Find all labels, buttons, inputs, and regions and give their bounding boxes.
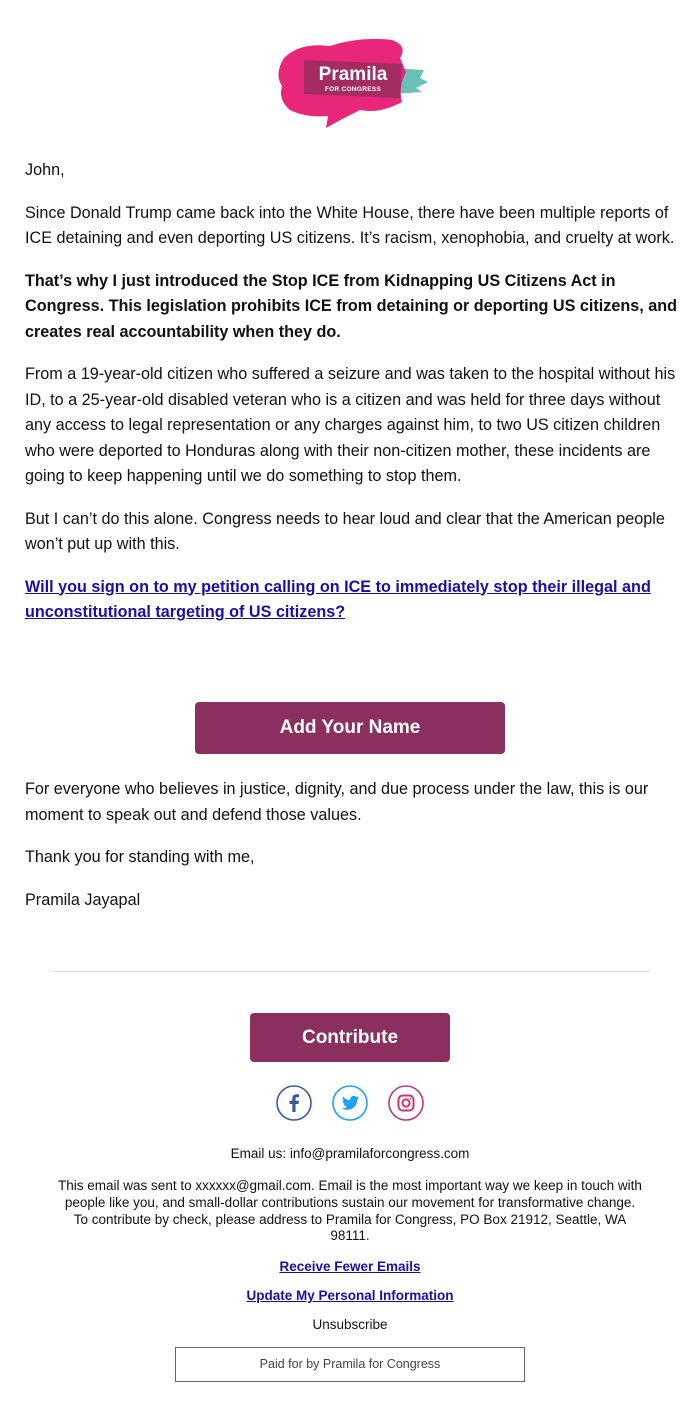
- update-info-row: [0, 1288, 700, 1303]
- paid-for-disclaimer: Paid for by Pramila for Congress: [175, 1347, 525, 1382]
- paragraph-incidents: From a 19-year-old citizen who suffered a seizure and was taken to the hospital without his ID, to a 25-year-old disabled veteran who is a citizen and was held for three days without any access to legal representation or any charges against him, to two US citizen children who were deported to Honduras along with their non-citizen mother, these incidents are going to keep happening until we do something to stop them.: [25, 365, 676, 485]
- instagram-icon[interactable]: [388, 1085, 424, 1121]
- paragraph-legislation: That’s why I just introduced the Stop ICE from Kidnapping US Citizens Act in Congress. This legislation prohibits ICE from detaining or deporting US citizens, and creates real accountability when they do.: [25, 271, 678, 341]
- update-personal-info-link[interactable]: Update My Personal Information: [246, 1288, 454, 1303]
- logo-name: Pramila: [318, 64, 388, 85]
- logo-tagline: FOR CONGRESS: [324, 86, 382, 93]
- paragraph-intro: Since Donald Trump came back into the White House, there have been multiple reports of ICE detaining and even deporting US citizens. It’s racism, xenophobia, and cruelty at work.: [25, 203, 675, 247]
- legal-disclaimer: This email was sent to xxxxxx@gmail.com. Email is the most important way we keep in touch with people like you, and small-dollar contributions sustain our movement for transformative change. To contribute by check, please address to Pramila for Congress, PO Box 21912, Seattle, WA 98111.: [58, 1178, 642, 1244]
- receive-fewer-row: [0, 1259, 700, 1274]
- contribute-row: [0, 1013, 700, 1062]
- facebook-icon[interactable]: [276, 1085, 312, 1121]
- paragraph-values: For everyone who believes in justice, dignity, and due process under the law, this is our moment to speak out and defend those values.: [25, 780, 649, 824]
- signature: Pramila Jayapal: [25, 890, 141, 909]
- petition-link[interactable]: Will you sign on to my petition calling on ICE to immediately stop their illegal and unconstitutional targeting of US citizens?: [25, 577, 651, 621]
- email-body-closing: [25, 777, 680, 930]
- paragraph-call: But I can’t do this alone. Congress needs to hear loud and clear that the American people won’t put up with this.: [25, 509, 665, 553]
- add-your-name-button[interactable]: Add Your Name: [195, 702, 505, 754]
- campaign-logo[interactable]: [270, 28, 430, 132]
- divider: [50, 971, 650, 972]
- thanks-line: Thank you for standing with me,: [25, 848, 255, 866]
- unsubscribe-link[interactable]: Unsubscribe: [312, 1317, 388, 1332]
- receive-fewer-emails-link[interactable]: Receive Fewer Emails: [279, 1259, 421, 1274]
- twitter-icon[interactable]: [332, 1085, 368, 1121]
- email-us-line: Email us: info@pramilaforcongress.com: [230, 1146, 470, 1161]
- add-name-row: [0, 702, 700, 754]
- greeting: John,: [25, 161, 65, 179]
- social-links: [0, 1085, 700, 1121]
- email-body: [25, 158, 680, 643]
- contribute-button[interactable]: Contribute: [250, 1013, 450, 1062]
